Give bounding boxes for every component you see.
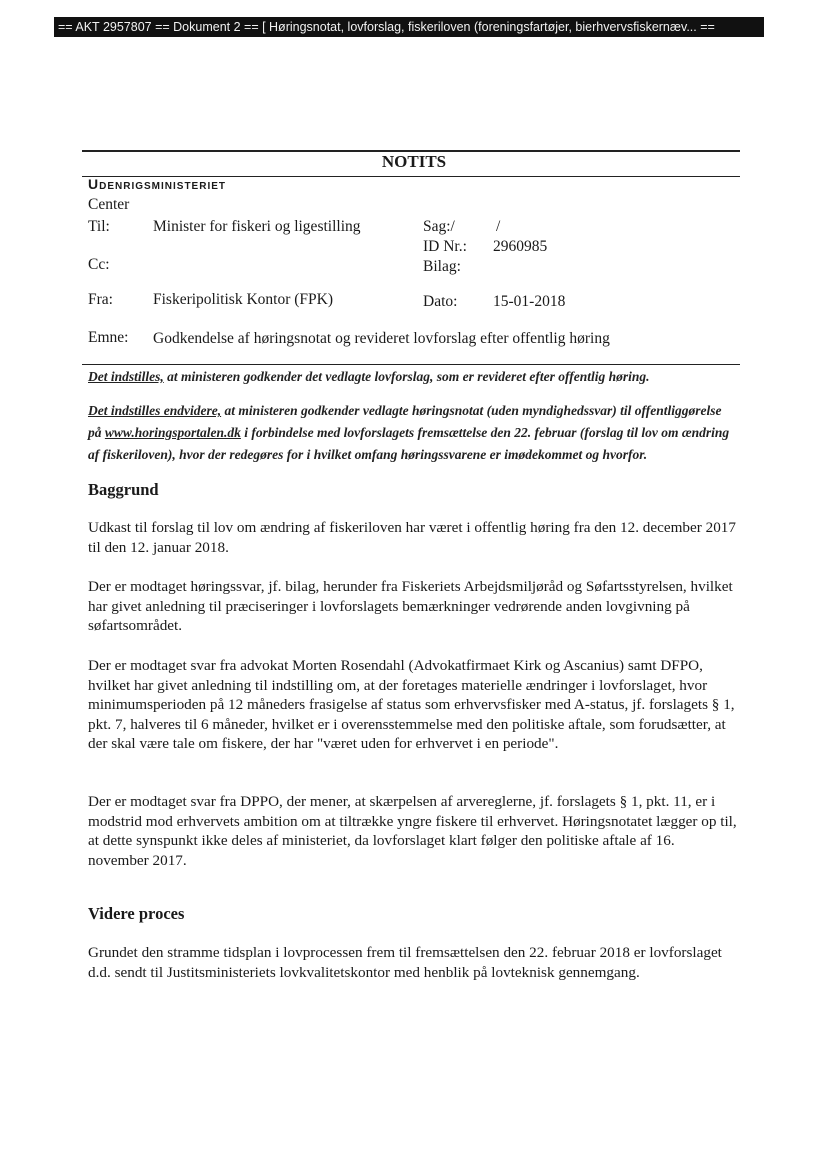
recommendation-2-text-1: at ministeren godkender vedlagte høringsnotat (uden myndighedssvar) til offentliggørelse på	[88, 403, 722, 440]
document-title: NOTITS	[381, 152, 447, 171]
til-label: Til:	[88, 218, 110, 235]
recommendation-2-text-2: i forbindelse med lovforslagets fremsættelse den 22. februar (forslag til lov om ændring af fiskeriloven), hvor der redegøres for i hvilket omfang høringssvarene er imødekommet og hvorfor.	[88, 425, 730, 462]
baggrund-paragraph-2: Der er modtaget høringssvar, jf. bilag, herunder fra Fiskeriets Arbejdsmiljøråd og Søfartsstyrelsen, hvilket har givet anledning til præciseringer i lovforslagets bemærkninger vedrørende anden lovgivning på søfartsområdet.	[88, 578, 733, 635]
fra-value: Fiskeripolitisk Kontor (FPK)	[153, 291, 333, 308]
recommendation-2	[88, 400, 738, 466]
baggrund-paragraph-1: Udkast til forslag til lov om ændring af fiskeriloven har været i offentlig høring fra den 12. december 2017 til den 12. januar 2018.	[88, 519, 736, 556]
recommendation-1	[88, 366, 738, 388]
cc-label: Cc:	[88, 256, 110, 273]
dato-value: 15-01-2018	[493, 293, 566, 310]
ministry-name: Udenrigsministeriet	[88, 176, 227, 192]
emne-label: Emne:	[88, 329, 129, 346]
til-value: Minister for fiskeri og ligestilling	[153, 218, 361, 235]
subject-rule	[82, 364, 740, 365]
recommendation-2-lead: Det indstilles endvidere,	[88, 403, 222, 418]
id-label: ID Nr.:	[423, 238, 467, 255]
fra-label: Fra:	[88, 291, 113, 308]
sag-label: Sag:/	[423, 218, 455, 235]
horingsportalen-link[interactable]: www.horingsportalen.dk	[104, 425, 241, 440]
sag-value: /	[496, 218, 501, 235]
bilag-label: Bilag:	[423, 258, 461, 275]
baggrund-paragraph-4: Der er modtaget svar fra DPPO, der mener, at skærpelsen af arvereglerne, jf. forslagets § 1, pkt. 11, er i modstrid mod erhvervets ambition om at tiltrække yngre fiskere til erhvervet. Høringsnotatet lægger op til, at dette synspunkt ikke deles af ministeriet, da lovforslaget klart følger den politiske aftale af 16. november 2017.	[88, 793, 737, 869]
dato-label: Dato:	[423, 293, 458, 310]
videre-proces-heading: Videre proces	[88, 904, 185, 923]
videre-proces-paragraph: Grundet den stramme tidsplan i lovprocessen frem til fremsættelsen den 22. februar 2018 er lovforslaget d.d. sendt til Justitsministeriets lovkvalitetskontor med henblik på lovteknisk gennemgang.	[88, 944, 722, 981]
baggrund-paragraph-3: Der er modtaget svar fra advokat Morten Rosendahl (Advokatfirmaet Kirk og Ascanius) samt DFPO, hvilket har givet anledning til indstilling om, at der foretages materielle ændringer i lovforslaget, hvor minimumsperioden på 12 måneders frasigelse af status som erhvervsfisker med A-status, jf. forslagets § 1, pkt. 7, halveres til 6 måneder, hvilket er i overensstemmelse med den politiske aftale, som forudsætter, at der skal være tale om fiskere, der har "været uden for erhvervet i en periode".	[88, 657, 735, 753]
baggrund-heading: Baggrund	[88, 480, 159, 499]
recommendation-1-text: at ministeren godkender det vedlagte lovforslag, som er revideret efter offentlig høring.	[163, 369, 650, 384]
emne-value: Godkendelse af høringsnotat og revideret lovforslag efter offentlig høring	[153, 330, 610, 347]
center-label: Center	[88, 196, 130, 213]
id-value: 2960985	[493, 238, 548, 255]
document-header-bar: == AKT 2957807 == Dokument 2 == [ Høringsnotat, lovforslag, fiskeriloven (foreningsfartøjer, bierhvervsfiskernæv... ==	[54, 17, 764, 37]
recommendation-1-lead: Det indstilles,	[88, 369, 164, 384]
